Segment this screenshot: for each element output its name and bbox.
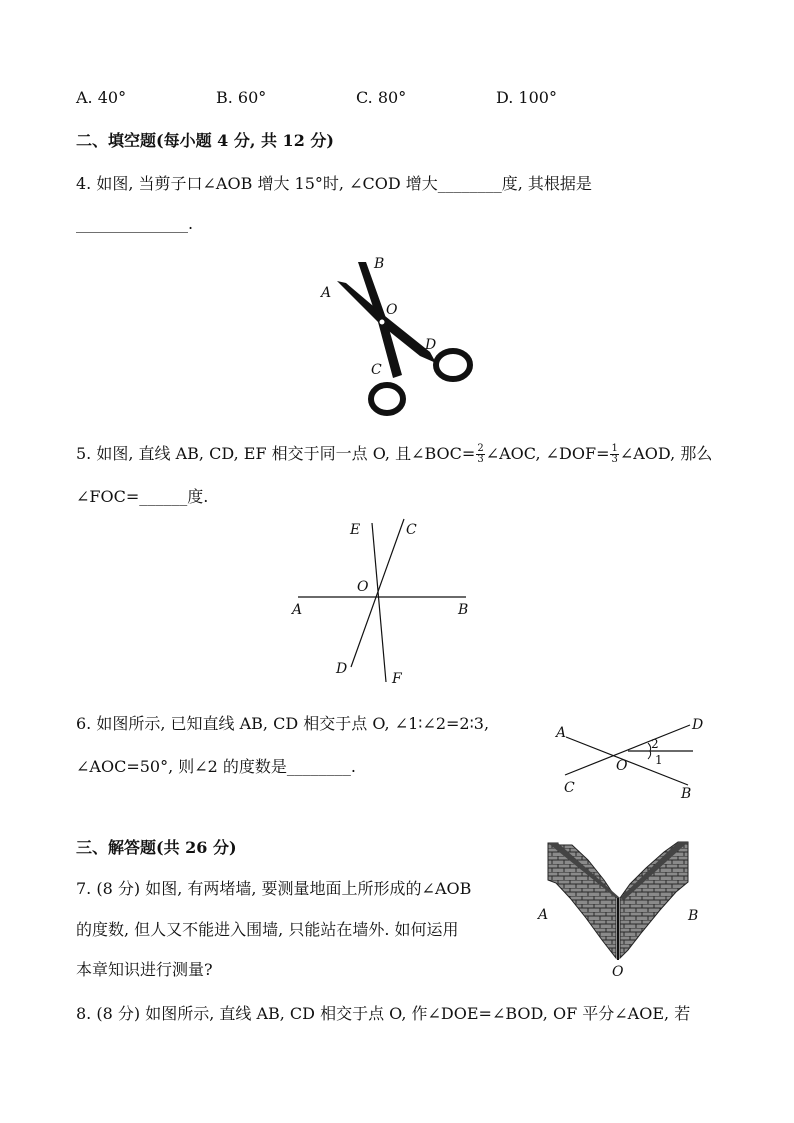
- lines-label-c: C: [406, 522, 417, 538]
- question-5-text-mid: ∠AOC, ∠DOF=: [485, 444, 610, 463]
- walls-label-o: O: [612, 964, 624, 980]
- lines-label-f: F: [392, 671, 402, 687]
- choice-d: D. 100°: [496, 88, 557, 107]
- angle-label-o: O: [616, 758, 628, 774]
- section-fill-in-heading: 二、填空题(每小题 4 分, 共 12 分): [76, 131, 334, 150]
- question-7-line1: 7. (8 分) 如图, 有两堵墙, 要测量地面上所形成的∠AOB: [76, 879, 472, 898]
- walls-label-a: A: [538, 907, 549, 923]
- angle-label-c: C: [564, 780, 575, 796]
- question-7-line3: 本章知识进行测量?: [76, 960, 213, 979]
- choice-a: A. 40°: [76, 88, 127, 107]
- scissors-label-a: A: [321, 285, 332, 301]
- lines-label-e: E: [350, 522, 361, 538]
- angle-label-b: B: [681, 786, 692, 802]
- question-4-line2: ______________.: [76, 214, 194, 233]
- lines-label-o: O: [357, 579, 369, 595]
- angle-label-1: 1: [655, 753, 663, 767]
- fraction-numerator: 2: [477, 443, 484, 454]
- scissors-label-o: O: [386, 302, 398, 318]
- section-solutions-heading: 三、解答题(共 26 分): [76, 838, 237, 857]
- angle-label-d: D: [692, 717, 704, 733]
- question-7-line2: 的度数, 但人又不能进入围墙, 只能站在墙外. 如何运用: [76, 920, 459, 939]
- question-6-line1: 6. 如图所示, 已知直线 AB, CD 相交于点 O, ∠1∶∠2=2∶3,: [76, 714, 490, 733]
- fraction-denominator: 3: [611, 454, 618, 465]
- choice-c: C. 80°: [356, 88, 407, 107]
- scissors-label-d: D: [425, 337, 437, 353]
- angle-label-a: A: [556, 725, 567, 741]
- question-8-line1: 8. (8 分) 如图所示, 直线 AB, CD 相交于点 O, 作∠DOE=∠BOD, OF 平分∠AOE, 若: [76, 1004, 691, 1023]
- scissors-label-c: C: [371, 362, 382, 378]
- question-5-text-pre: 5. 如图, 直线 AB, CD, EF 相交于同一点 O, 且∠BOC=: [76, 444, 476, 463]
- fraction-numerator: 1: [611, 443, 618, 454]
- question-4-line1: 4. 如图, 当剪子口∠AOB 增大 15°时, ∠COD 增大________度, 其根据是: [76, 174, 592, 193]
- scissors-label-b: B: [374, 256, 385, 272]
- question-5-text-post: ∠AOD, 那么: [619, 444, 713, 463]
- lines-label-b: B: [458, 602, 469, 618]
- fraction-denominator: 3: [477, 454, 484, 465]
- angle-label-2: 2: [651, 737, 659, 751]
- question-6-line2: ∠AOC=50°, 则∠2 的度数是________.: [76, 757, 357, 776]
- lines-label-a: A: [292, 602, 303, 618]
- question-5-line2: ∠FOC=______度.: [76, 487, 209, 506]
- lines-label-d: D: [336, 661, 348, 677]
- walls-label-b: B: [688, 908, 699, 924]
- choice-b: B. 60°: [216, 88, 267, 107]
